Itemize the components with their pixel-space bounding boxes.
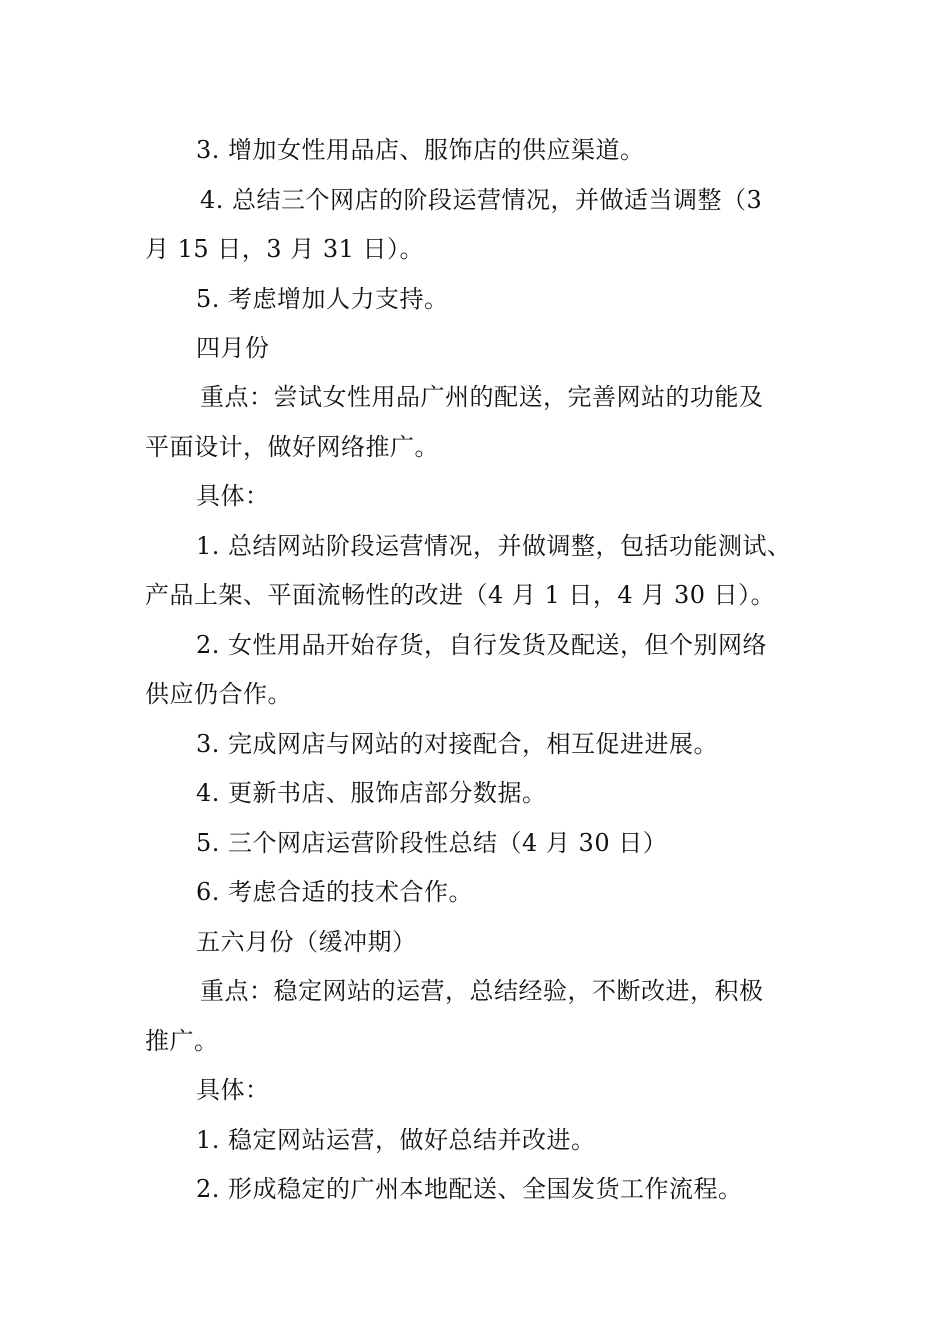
paragraph-line: 1. 稳定网站运营，做好总结并改进。 xyxy=(196,1126,596,1154)
paragraph-line: 产品上架、平面流畅性的改进（4 月 1 日，4 月 30 日）。 xyxy=(145,581,776,609)
paragraph-line: 3. 完成网店与网站的对接配合，相互促进进展。 xyxy=(196,730,719,758)
paragraph-line: 具体： xyxy=(196,482,270,510)
paragraph-line: 2. 女性用品开始存货，自行发货及配送，但个别网络 xyxy=(196,631,768,659)
paragraph-line: 平面设计，做好网络推广。 xyxy=(145,433,439,461)
paragraph-line: 4. 更新书店、服饰店部分数据。 xyxy=(196,779,547,807)
paragraph-line: 1. 总结网站阶段运营情况，并做调整，包括功能测试、 xyxy=(196,532,792,560)
paragraph-line: 5. 三个网店运营阶段性总结（4 月 30 日） xyxy=(196,829,668,857)
section-heading: 四月份 xyxy=(196,334,270,362)
paragraph-line: 2. 形成稳定的广州本地配送、全国发货工作流程。 xyxy=(196,1175,743,1203)
paragraph-line: 5. 考虑增加人力支持。 xyxy=(196,285,449,313)
paragraph-line: 6. 考虑合适的技术合作。 xyxy=(196,878,474,906)
section-heading: 五六月份（缓冲期） xyxy=(196,928,417,956)
paragraph-line: 月 15 日，3 月 31 日）。 xyxy=(145,235,424,263)
paragraph-line: 重点：稳定网站的运营，总结经验，不断改进，积极 xyxy=(200,977,764,1005)
paragraph-line: 4. 总结三个网店的阶段运营情况，并做适当调整（3 xyxy=(200,186,763,214)
paragraph-line: 重点：尝试女性用品广州的配送，完善网站的功能及 xyxy=(200,383,764,411)
paragraph-line: 推广。 xyxy=(145,1027,219,1055)
paragraph-line: 供应仍合作。 xyxy=(145,680,292,708)
paragraph-line: 具体： xyxy=(196,1076,270,1104)
paragraph-line: 3. 增加女性用品店、服饰店的供应渠道。 xyxy=(196,136,645,164)
